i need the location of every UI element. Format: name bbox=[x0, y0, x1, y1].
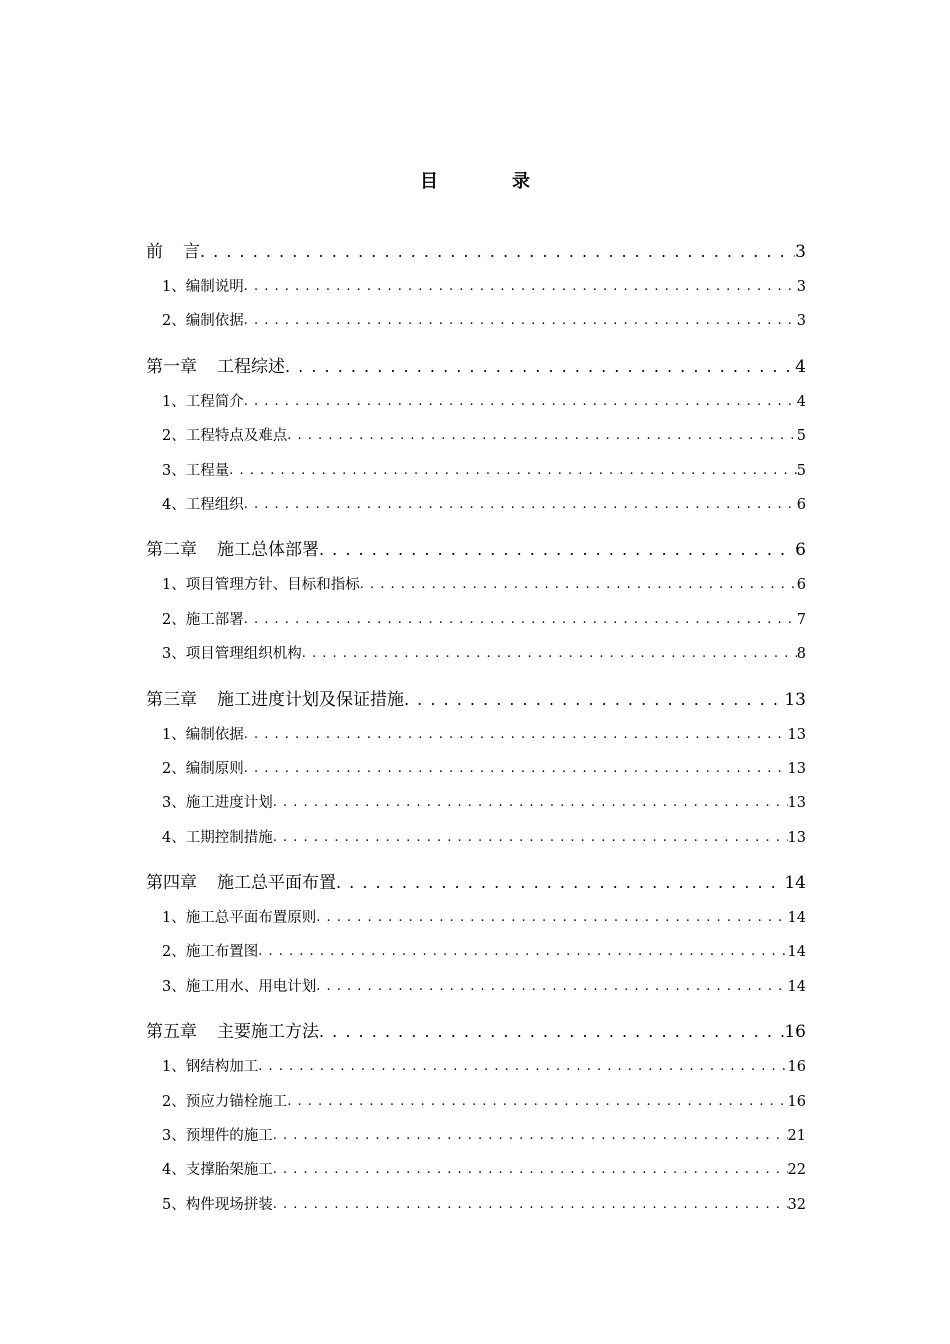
dot-leader bbox=[316, 970, 787, 1004]
dot-leader bbox=[319, 532, 795, 568]
chapter-title: 施工总体部署 bbox=[217, 540, 319, 561]
section-page-number: 16 bbox=[787, 1093, 806, 1110]
section-page-number: 6 bbox=[796, 577, 806, 594]
dot-leader bbox=[244, 385, 797, 419]
chapter-label bbox=[146, 349, 285, 385]
chapter-title: 施工总平面布置 bbox=[217, 873, 336, 894]
dot-leader bbox=[244, 304, 797, 338]
chapter-page-number: 3 bbox=[795, 242, 806, 262]
chapter-number: 第一章 bbox=[146, 356, 197, 377]
dot-leader bbox=[273, 821, 788, 855]
section-page-number: 21 bbox=[787, 1128, 806, 1145]
section-label: 3、施工用水、用电计划 bbox=[162, 978, 317, 995]
section-page-number: 13 bbox=[787, 760, 806, 777]
toc-section-entry[interactable] bbox=[146, 901, 806, 935]
section-label: 2、编制原则 bbox=[162, 760, 244, 777]
chapter-page-number: 16 bbox=[784, 1022, 806, 1043]
toc-section-entry[interactable] bbox=[146, 970, 806, 1004]
chapter-title: 工程综述 bbox=[217, 356, 285, 377]
chapter-label bbox=[146, 682, 404, 718]
chapter-label bbox=[146, 1014, 319, 1050]
dot-leader bbox=[316, 901, 787, 935]
toc-section-entry[interactable] bbox=[146, 304, 806, 338]
dot-leader bbox=[302, 637, 797, 671]
toc-section-entry[interactable] bbox=[146, 821, 806, 855]
section-label: 2、预应力锚栓施工 bbox=[162, 1093, 288, 1110]
dot-leader bbox=[200, 234, 795, 270]
dot-leader bbox=[404, 682, 784, 718]
section-label: 2、施工布置图 bbox=[162, 944, 259, 961]
chapter-page-number: 6 bbox=[795, 540, 806, 561]
chapter-number: 第五章 bbox=[146, 1022, 197, 1043]
chapter-label bbox=[146, 865, 336, 901]
toc-section-entry[interactable] bbox=[146, 935, 806, 969]
section-page-number: 14 bbox=[787, 944, 806, 961]
section-page-number: 14 bbox=[787, 910, 806, 927]
dot-leader bbox=[229, 454, 797, 488]
section-page-number: 16 bbox=[787, 1059, 806, 1076]
chapter-label bbox=[146, 532, 319, 568]
section-page-number: 5 bbox=[796, 428, 806, 445]
toc-section-entry[interactable] bbox=[146, 718, 806, 752]
toc-section-entry[interactable] bbox=[146, 1085, 806, 1119]
section-page-number: 3 bbox=[796, 278, 806, 295]
section-page-number: 32 bbox=[787, 1196, 806, 1213]
toc-section-entry[interactable] bbox=[146, 488, 806, 522]
toc-chapter-entry[interactable] bbox=[146, 234, 806, 270]
toc-chapter-entry[interactable] bbox=[146, 682, 806, 718]
section-label: 2、施工部署 bbox=[162, 611, 244, 628]
toc-title: 目 录 bbox=[420, 171, 558, 192]
toc-section-entry[interactable] bbox=[146, 752, 806, 786]
chapter-title: 主要施工方法 bbox=[217, 1022, 319, 1043]
section-label: 5、构件现场拼装 bbox=[162, 1196, 273, 1213]
dot-leader bbox=[360, 568, 797, 602]
dot-leader bbox=[244, 603, 797, 637]
toc-section-entry[interactable] bbox=[146, 637, 806, 671]
section-label: 1、项目管理方针、目标和指标 bbox=[162, 577, 360, 594]
dot-leader bbox=[273, 786, 788, 820]
chapter-title: 施工进度计划及保证措施 bbox=[217, 689, 404, 710]
section-label: 4、工程组织 bbox=[162, 496, 244, 513]
section-page-number: 3 bbox=[796, 313, 806, 330]
dot-leader bbox=[273, 1119, 788, 1153]
dot-leader bbox=[336, 865, 784, 901]
section-label: 3、施工进度计划 bbox=[162, 795, 273, 812]
toc-section-entry[interactable] bbox=[146, 603, 806, 637]
toc-section-entry[interactable] bbox=[146, 1188, 806, 1222]
chapter-page-number: 13 bbox=[784, 689, 806, 710]
chapter-number: 前 bbox=[146, 242, 163, 262]
dot-leader bbox=[244, 718, 788, 752]
section-page-number: 14 bbox=[787, 978, 806, 995]
toc-chapter-entry[interactable] bbox=[146, 532, 806, 568]
toc-section-entry[interactable] bbox=[146, 419, 806, 453]
dot-leader bbox=[273, 1153, 788, 1187]
dot-leader bbox=[287, 419, 797, 453]
toc-section-entry[interactable] bbox=[146, 568, 806, 602]
chapter-number: 第二章 bbox=[146, 540, 197, 561]
dot-leader bbox=[244, 488, 797, 522]
section-label: 1、钢结构加工 bbox=[162, 1059, 259, 1076]
dot-leader bbox=[244, 752, 788, 786]
toc-chapter-entry[interactable] bbox=[146, 349, 806, 385]
section-page-number: 7 bbox=[796, 611, 806, 628]
section-label: 4、支撑胎架施工 bbox=[162, 1162, 273, 1179]
section-page-number: 13 bbox=[787, 829, 806, 846]
section-page-number: 5 bbox=[796, 462, 806, 479]
section-page-number: 22 bbox=[787, 1162, 806, 1179]
section-page-number: 13 bbox=[787, 795, 806, 812]
chapter-number: 第四章 bbox=[146, 873, 197, 894]
toc-section-entry[interactable] bbox=[146, 270, 806, 304]
dot-leader bbox=[273, 1188, 788, 1222]
dot-leader bbox=[319, 1014, 784, 1050]
toc-section-entry[interactable] bbox=[146, 1050, 806, 1084]
chapter-number: 第三章 bbox=[146, 689, 197, 710]
section-label: 3、项目管理组织机构 bbox=[162, 646, 302, 663]
chapter-title: 言 bbox=[183, 242, 200, 262]
dot-leader bbox=[285, 349, 795, 385]
dot-leader bbox=[244, 270, 797, 304]
dot-leader bbox=[258, 1050, 787, 1084]
section-page-number: 4 bbox=[796, 393, 806, 410]
section-label: 1、施工总平面布置原则 bbox=[162, 910, 317, 927]
section-label: 2、编制依据 bbox=[162, 313, 244, 330]
toc-section-entry[interactable] bbox=[146, 1153, 806, 1187]
chapter-page-number: 14 bbox=[784, 873, 806, 894]
toc-section-entry[interactable] bbox=[146, 1119, 806, 1153]
section-label: 3、预埋件的施工 bbox=[162, 1128, 273, 1145]
chapter-page-number: 4 bbox=[795, 356, 806, 377]
section-label: 1、编制说明 bbox=[162, 278, 244, 295]
section-label: 1、编制依据 bbox=[162, 726, 244, 743]
section-page-number: 8 bbox=[796, 646, 806, 663]
section-page-number: 6 bbox=[796, 496, 806, 513]
section-label: 4、工期控制措施 bbox=[162, 829, 273, 846]
toc-chapter-entry[interactable] bbox=[146, 1014, 806, 1050]
chapter-label bbox=[146, 234, 200, 270]
section-label: 3、工程量 bbox=[162, 462, 230, 479]
table-of-contents bbox=[146, 234, 806, 1222]
section-page-number: 13 bbox=[787, 726, 806, 743]
toc-section-entry[interactable] bbox=[146, 385, 806, 419]
dot-leader bbox=[287, 1085, 787, 1119]
toc-section-entry[interactable] bbox=[146, 786, 806, 820]
dot-leader bbox=[258, 935, 787, 969]
toc-chapter-entry[interactable] bbox=[146, 865, 806, 901]
section-label: 1、工程简介 bbox=[162, 393, 244, 410]
toc-section-entry[interactable] bbox=[146, 454, 806, 488]
section-label: 2、工程特点及难点 bbox=[162, 428, 288, 445]
